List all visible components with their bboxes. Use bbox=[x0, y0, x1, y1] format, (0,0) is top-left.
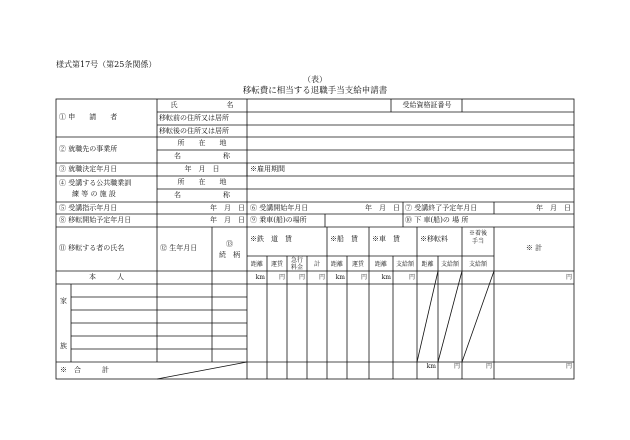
old-address-label: 移転前の住所又は居所 bbox=[159, 114, 229, 122]
rail-fare-header: ※鉄 道 賃 bbox=[250, 235, 292, 243]
move-start-label: ⑧ 移転開始予定年月日 bbox=[59, 216, 132, 224]
express-fee-header-2: 料金 bbox=[290, 264, 303, 271]
unit-yen: 円 bbox=[318, 274, 325, 281]
decision-date[interactable]: 年 月 日 bbox=[184, 165, 220, 173]
unit-yen: 円 bbox=[485, 363, 492, 370]
unit-yen: 円 bbox=[565, 363, 572, 370]
mover-name-header: ⑪ 移転する者の氏名 bbox=[59, 244, 125, 252]
relationship-header: 続 柄 bbox=[219, 251, 240, 259]
unit-yen: 円 bbox=[298, 274, 305, 281]
rail-fare-subheader: 運賃 bbox=[270, 261, 283, 268]
move-start-date[interactable]: 年 月 日 bbox=[210, 216, 245, 224]
decision-label: ③ 就職決定年月日 bbox=[59, 165, 118, 173]
family-label-top: 家 bbox=[60, 297, 67, 305]
alighting-place-label: ⑩ 下 車(船)の 場 所 bbox=[405, 216, 469, 224]
express-fee-header-1: 急行 bbox=[290, 257, 303, 264]
cert-no-field[interactable] bbox=[464, 101, 572, 111]
applicant-label: ① 申 請 者 bbox=[59, 113, 118, 121]
unit-km: km bbox=[426, 363, 436, 370]
applicant-name-field[interactable] bbox=[249, 101, 389, 111]
office-name-label: 名 称 bbox=[174, 152, 230, 160]
cert-no-label: 受給資格証番号 bbox=[402, 101, 452, 109]
facility-location-field[interactable] bbox=[249, 178, 572, 188]
rail-subtotal-header: 計 bbox=[313, 261, 320, 268]
instruction-date-label: ⑤ 受講指示年月日 bbox=[59, 204, 118, 212]
moving-amount-header: 支給額 bbox=[440, 261, 459, 268]
total-header: ※ 計 bbox=[525, 244, 543, 252]
unit-yen: 円 bbox=[453, 363, 460, 370]
boarding-place-field[interactable] bbox=[327, 216, 401, 226]
unit-yen: 円 bbox=[408, 274, 415, 281]
moving-distance-header: 距離 bbox=[421, 261, 434, 268]
dob-header: ⑫ 生年月日 bbox=[160, 244, 198, 252]
arrival-allowance-header-2: 手当 bbox=[471, 238, 484, 245]
unit-yen: 円 bbox=[360, 274, 367, 281]
relationship-number: ⑬ bbox=[226, 240, 233, 248]
applicant-name-label: 氏 名 bbox=[170, 101, 234, 109]
course-end-date[interactable]: 年 月 日 bbox=[536, 204, 571, 212]
facility-label-line2: 練 等 の 施 設 bbox=[72, 190, 116, 198]
employment-period-label: ※雇用期間 bbox=[250, 165, 285, 173]
unit-yen: 円 bbox=[278, 274, 285, 281]
unit-km: km bbox=[381, 274, 391, 281]
office-location-field[interactable] bbox=[249, 139, 572, 149]
ship-distance-header: 距離 bbox=[330, 261, 343, 268]
ship-fare-subheader: 運賃 bbox=[351, 261, 364, 268]
boarding-place-label: ⑨ 乗車(船)の場所 bbox=[250, 216, 307, 224]
family-label-bottom: 族 bbox=[60, 342, 67, 350]
new-address-label: 移転後の住所又は居所 bbox=[159, 127, 229, 135]
unit-yen: 円 bbox=[565, 274, 572, 281]
course-start-date[interactable]: 年 月 日 bbox=[365, 204, 400, 212]
form-id: 様式第17号（第25条関係） bbox=[56, 60, 157, 69]
facility-label-line1: ④ 受講する公共職業訓 bbox=[59, 179, 132, 187]
page-marker: （表） bbox=[303, 75, 327, 84]
car-amount-header: 支給額 bbox=[395, 261, 414, 268]
instruction-date[interactable]: 年 月 日 bbox=[210, 204, 245, 212]
alighting-place-field[interactable] bbox=[496, 216, 572, 226]
office-label: ② 就職先の事業所 bbox=[59, 145, 118, 153]
office-name-field[interactable] bbox=[249, 152, 572, 162]
office-location-label: 所 在 地 bbox=[177, 139, 227, 147]
facility-name-label: 名 称 bbox=[174, 191, 230, 199]
facility-location-label: 所 在 地 bbox=[177, 178, 227, 186]
course-end-label: ⑦ 受講終了予定年月日 bbox=[405, 204, 478, 212]
new-address-field[interactable] bbox=[249, 127, 572, 137]
form-title: 移転費に相当する退職手当支給申請書 bbox=[242, 86, 388, 96]
unit-km: km bbox=[335, 274, 345, 281]
ship-fare-header: ※船 賃 bbox=[330, 235, 358, 243]
moving-fee-header: ※移転料 bbox=[420, 235, 448, 243]
course-start-label: ⑥ 受講開始年月日 bbox=[250, 204, 309, 212]
old-address-field[interactable] bbox=[249, 114, 572, 124]
arrival-amount-header: 支給額 bbox=[468, 261, 487, 268]
rail-distance-header: 距離 bbox=[250, 261, 263, 268]
facility-name-field[interactable] bbox=[249, 191, 572, 201]
grand-total-label: ※ 合 計 bbox=[60, 366, 109, 374]
arrival-allowance-header-1: ※着後 bbox=[468, 230, 487, 237]
unit-km: km bbox=[255, 274, 265, 281]
car-fare-header: ※車 賃 bbox=[372, 235, 400, 243]
self-row-label: 本 人 bbox=[89, 273, 124, 281]
car-distance-header: 距離 bbox=[374, 261, 387, 268]
